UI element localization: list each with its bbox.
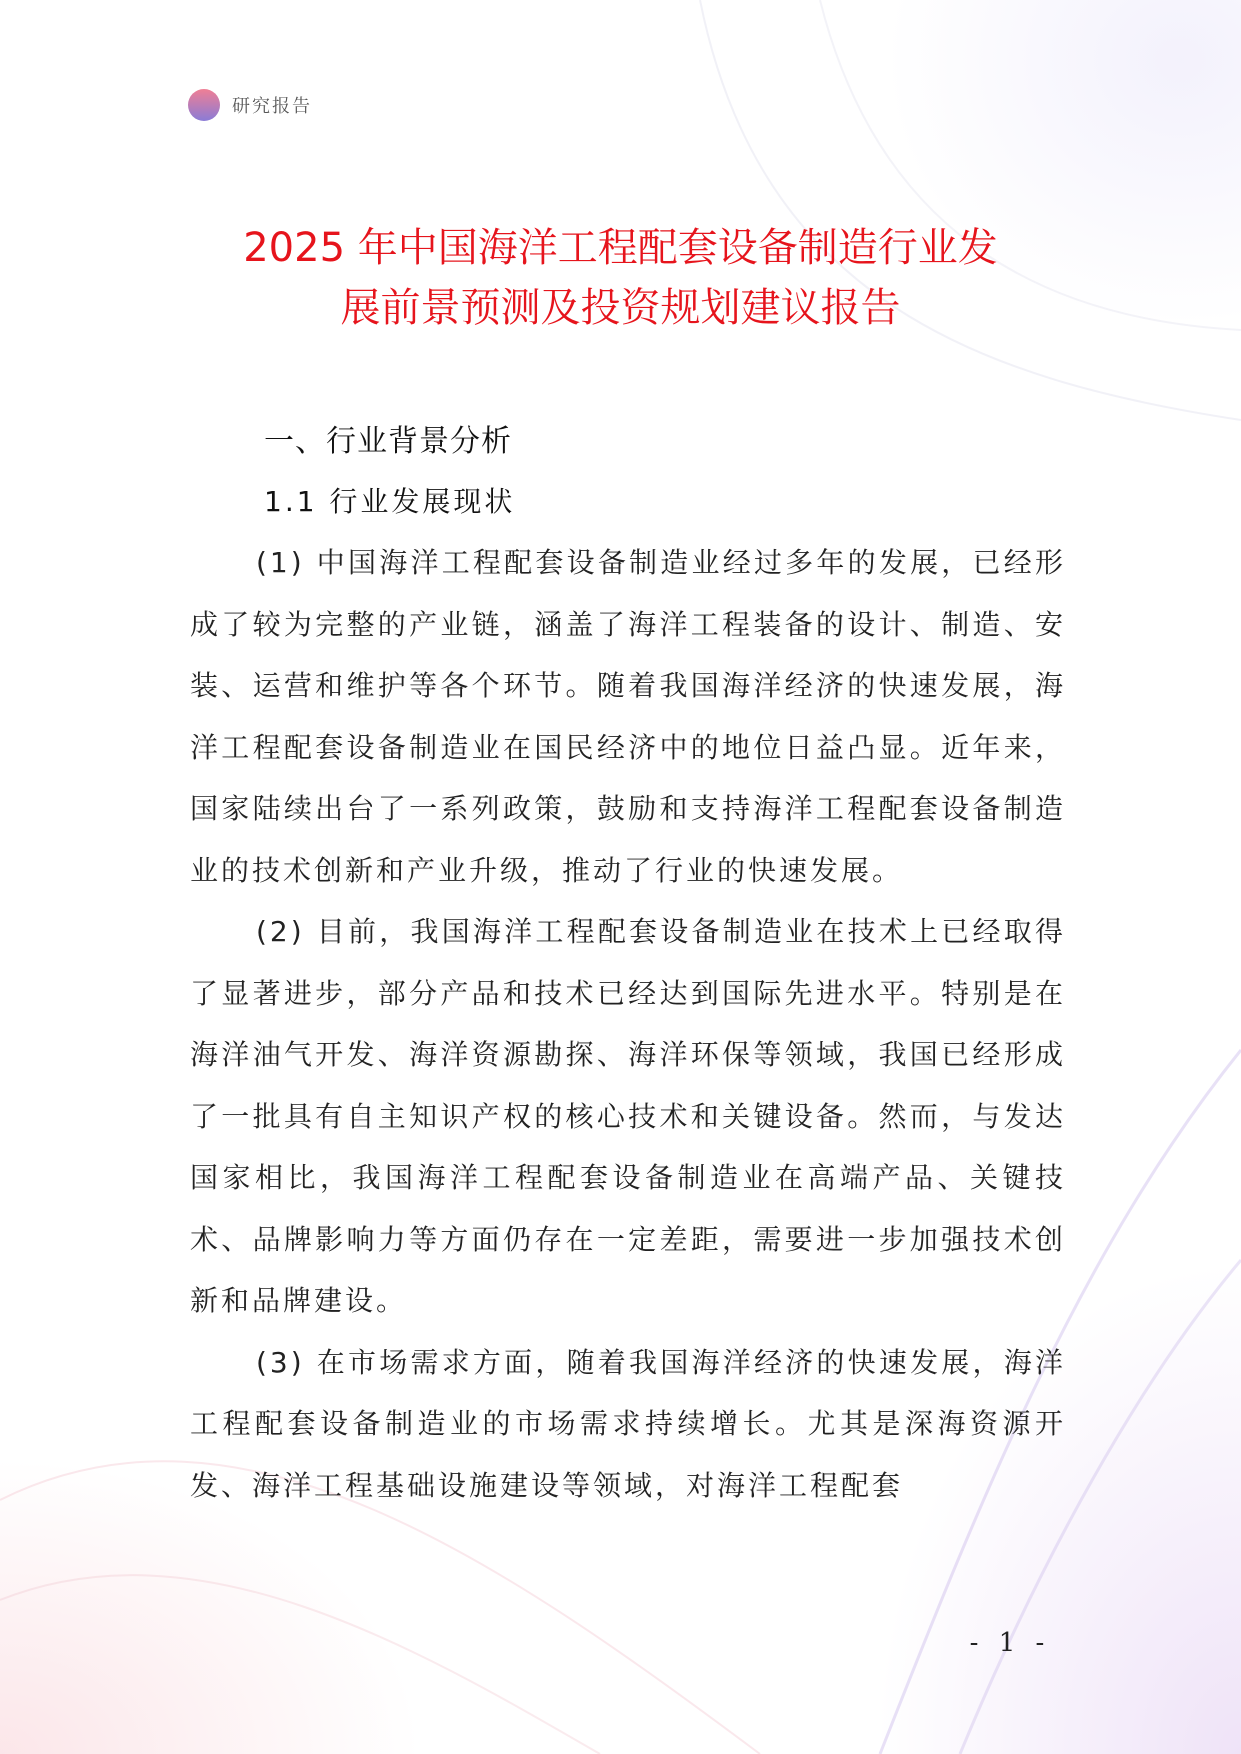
document-body bbox=[190, 412, 1066, 1516]
subsection-heading: 1.1 行业发展现状 bbox=[264, 485, 516, 518]
page-number: - 1 - bbox=[969, 1628, 1051, 1658]
paragraph-3: (3) 在市场需求方面，随着我国海洋经济的快速发展，海洋工程配套设备制造业的市场需求持续增长。尤其是深海资源开发、海洋工程基础设施建设等领域，对海洋工程配套 bbox=[190, 1345, 1066, 1502]
document-title bbox=[140, 218, 1101, 338]
title-line-2: 展前景预测及投资规划建议报告 bbox=[340, 285, 901, 331]
section-heading: 一、行业背景分析 bbox=[264, 424, 512, 459]
paragraph-1: (1) 中国海洋工程配套设备制造业经过多年的发展，已经形成了较为完整的产业链，涵盖了海洋工程装备的设计、制造、安装、运营和维护等各个环节。随着我国海洋经济的快速发展，海洋工程配套设备制造业在国民经济中的地位日益凸显。近年来，国家陆续出台了一系列政策，鼓励和支持海洋工程配套设备制造业的技术创新和产业升级，推动了行业的快速发展。 bbox=[190, 546, 1066, 887]
title-line-1: 2025 年中国海洋工程配套设备制造行业发 bbox=[243, 225, 998, 271]
report-header bbox=[188, 88, 312, 122]
brand-logo-icon bbox=[188, 89, 220, 121]
header-label: 研究报告 bbox=[232, 96, 312, 117]
paragraph-2: (2) 目前，我国海洋工程配套设备制造业在技术上已经取得了显著进步，部分产品和技术已经达到国际先进水平。特别是在海洋油气开发、海洋资源勘探、海洋环保等领域，我国已经形成了一批具有自主知识产权的核心技术和关键设备。然而，与发达国家相比，我国海洋工程配套设备制造业在高端产品、关键技术、品牌影响力等方面仍存在一定差距，需要进一步加强技术创新和品牌建设。 bbox=[190, 915, 1066, 1317]
